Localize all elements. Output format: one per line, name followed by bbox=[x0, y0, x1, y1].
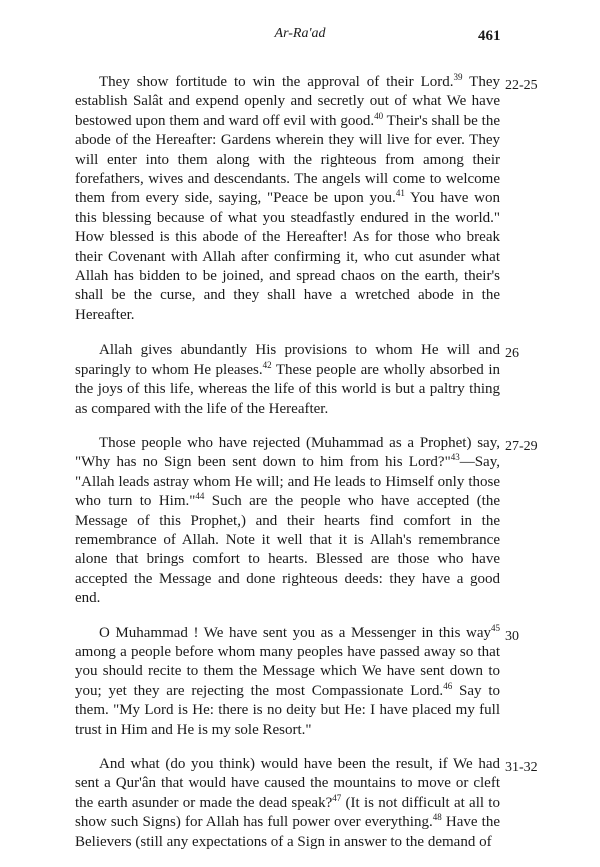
footnote-marker: 42 bbox=[262, 359, 272, 370]
footnote-marker: 46 bbox=[443, 680, 453, 691]
footnote-marker: 41 bbox=[395, 188, 405, 199]
paragraph-2: 26 Allah gives abundantly His provisions to whom He will and sparingly to whom He pleases.$^{42}$ These people are wholly absorbed in the joys of this life, whereas the life of this world is but a paltry thing as compared with the life of the Hereafter. bbox=[75, 341, 500, 419]
footnote-marker: 47 bbox=[332, 792, 342, 803]
footnote-marker: 44 bbox=[195, 491, 205, 502]
paragraph-5: 31-32 And what (do you think) would have been the result, if We had sent a Qur'ân that would have caused the mountains to move or cleft the earth asunder or made the dead speak?$^{47}$ (It is not difficult at all to show such Signs) for Allah has full power over everything.$^{48}$ Have the Believers (still any expectations of a Sign in answer to the demand of bbox=[75, 755, 500, 852]
page-body bbox=[75, 58, 538, 867]
footnote-marker: 48 bbox=[432, 812, 442, 823]
verse-reference: 27-29 bbox=[505, 438, 538, 454]
paragraph-4: 30 O Muhammad ! We have sent you as a Messenger in this way$^{45}$ among a people before whom many peoples have passed away so that you should recite to them the Message which We have sent down to you; yet they are rejecting the most Compassionate Lord.$^{46}$ Say to them. "My Lord is He: there is no deity but He: I have placed my full trust in Him and He is my sole Resort." bbox=[75, 624, 500, 740]
page-number: 461 bbox=[478, 28, 501, 44]
running-header-title: Ar-Ra'ad bbox=[274, 26, 326, 41]
verse-reference: 31-32 bbox=[505, 760, 538, 775]
paragraph-1: 22-25 They show fortitude to win the approval of their Lord.$^{39}$ They establish Salât and expend openly and secretly out of what We have bestowed upon them and ward off evil with good.$^{40}$ Their's shall be the abode of the Hereafter: Gardens wherein they will live for ever. They will enter into them along with the righteous from among their forefathers, wives and descendants. The angels will come to welcome them from every side, saying, "Peace be upon you.$^{41}$ You have won this blessing because of what you steadfastly endured in the world." How blessed is this abode of the Hereafter! As for those who break their Covenant with Allah after confirming it, who cut asunder what Allah has bidden to be joined, and spread chaos on the earth, their's shall be the curse, and they shall have a wretched abode in the Hereafter. bbox=[75, 73, 500, 325]
verse-reference: 22-25 bbox=[505, 78, 538, 93]
footnote-marker: 45 bbox=[491, 622, 500, 633]
footnote-marker: 43 bbox=[450, 452, 460, 463]
footnote-marker: 39 bbox=[453, 72, 463, 82]
verse-reference: 30 bbox=[505, 628, 519, 644]
footnote-marker: 40 bbox=[374, 110, 384, 121]
paragraph-3: 27-29 Those people who have rejected (Muhammad as a Prophet) say, "Why has no Sign been sent down to him from his Lord?"$^{43}$—Say, "Allah leads astray whom He will; and He leads to Himself only those who turn to Him."$^{44}$ Such are the people who have accepted (the Message of this Prophet,) and their hearts find comfort in the remembrance of Allah. Note it well that it is Allah's remembrance alone that brings comfort to hearts. Blessed are those who have accepted the Message and done righteous deeds: they have a good end. bbox=[75, 434, 500, 609]
verse-reference: 26 bbox=[505, 346, 519, 362]
